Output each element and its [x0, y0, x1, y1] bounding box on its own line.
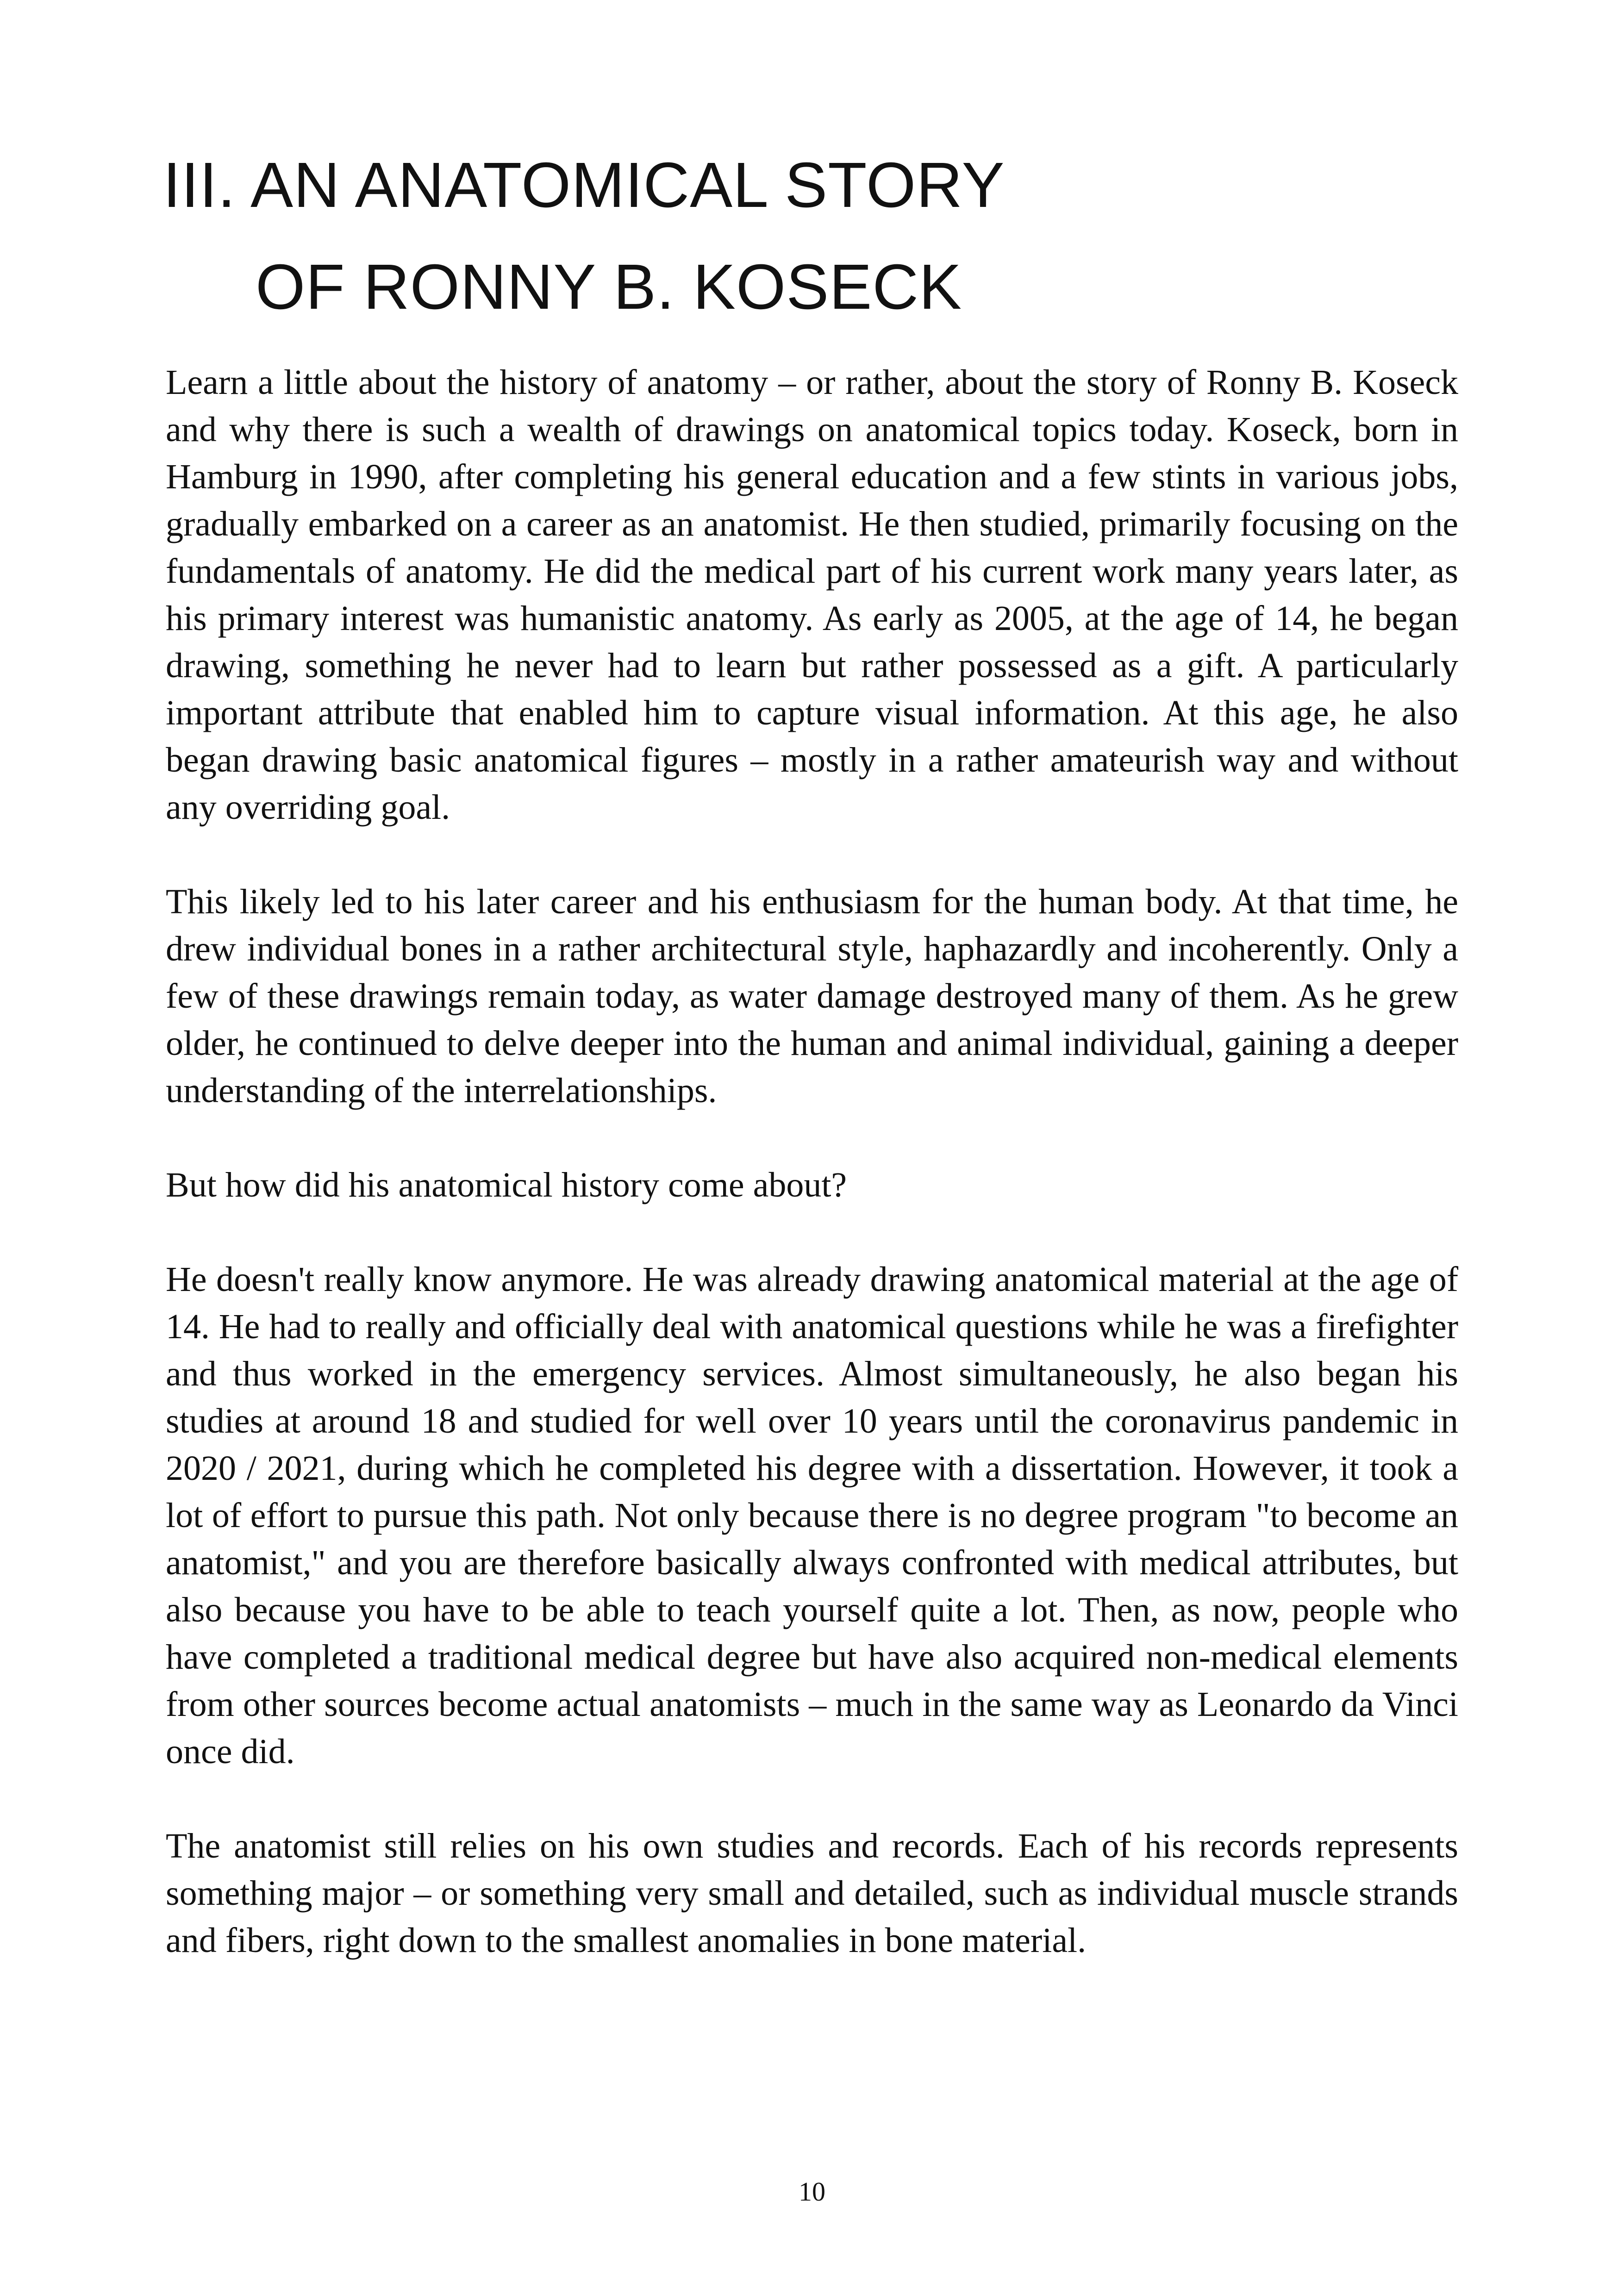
chapter-heading-line-2: OF RONNY B. KOSECK — [256, 251, 962, 323]
paragraph-4: He doesn't really know anymore. He was already drawing anatomical material at the age of 14. He had to really and officially deal with anatomical questions while he was a firefighter and thus worked in the emergency services. Almost simultaneously, he also began his studies at around 18 and studied for well over 10 years until the coronavirus pandemic in 2020 / 2021, during which he completed his degree with a dissertation. However, it took a lot of effort to pursue this path. Not only because there is no degree program "to become an anatomist," and you are therefore basically always confronted with medical attributes, but also because you have to be able to teach yourself quite a lot. Then, as now, people who have completed a traditional medical degree but have also acquired non-medical elements from other sources become actual anatomists – much in the same way as Leonardo da Vinci once did. — [166, 1260, 1458, 1771]
paragraph-5: The anatomist still relies on his own studies and records. Each of his records represents something major – or something very small and detailed, such as individual muscle strands and fibers, right down to the smallest anomalies in bone material. — [166, 1827, 1458, 1960]
chapter-heading-line-1: III. AN ANATOMICAL STORY — [163, 150, 1005, 221]
body-text — [166, 359, 1458, 1964]
paragraph-3: But how did his anatomical history come about? — [166, 1166, 847, 1204]
paragraph-1: Learn a little about the history of anatomy – or rather, about the story of Ronny B. Koseck and why there is such a wealth of drawings on anatomical topics today. Koseck, born in Hamburg in 1990, after completing his general education and a few stints in various jobs, gradually embarked on a career as an anatomist. He then studied, primarily focusing on the fundamentals of anatomy. He did the medical part of his current work many years later, as his primary interest was humanistic anatomy. As early as 2005, at the age of 14, he began drawing, something he never had to learn but rather possessed as a gift. A particularly important attribute that enabled him to capture visual information. At this age, he also began drawing basic anatomical figures – mostly in a rather amateurish way and without any overriding goal. — [166, 363, 1458, 827]
page-number: 10 — [799, 2177, 825, 2207]
chapter-heading — [163, 134, 1459, 338]
paragraph-2: This likely led to his later career and his enthusiasm for the human body. At that time, he drew individual bones in a rather architectural style, haphazardly and incoherently. Only a few of these drawings remain today, as water damage destroyed many of them. As he grew older, he continued to delve deeper into the human and animal individual, gaining a deeper understanding of the interrelationships. — [166, 882, 1458, 1110]
